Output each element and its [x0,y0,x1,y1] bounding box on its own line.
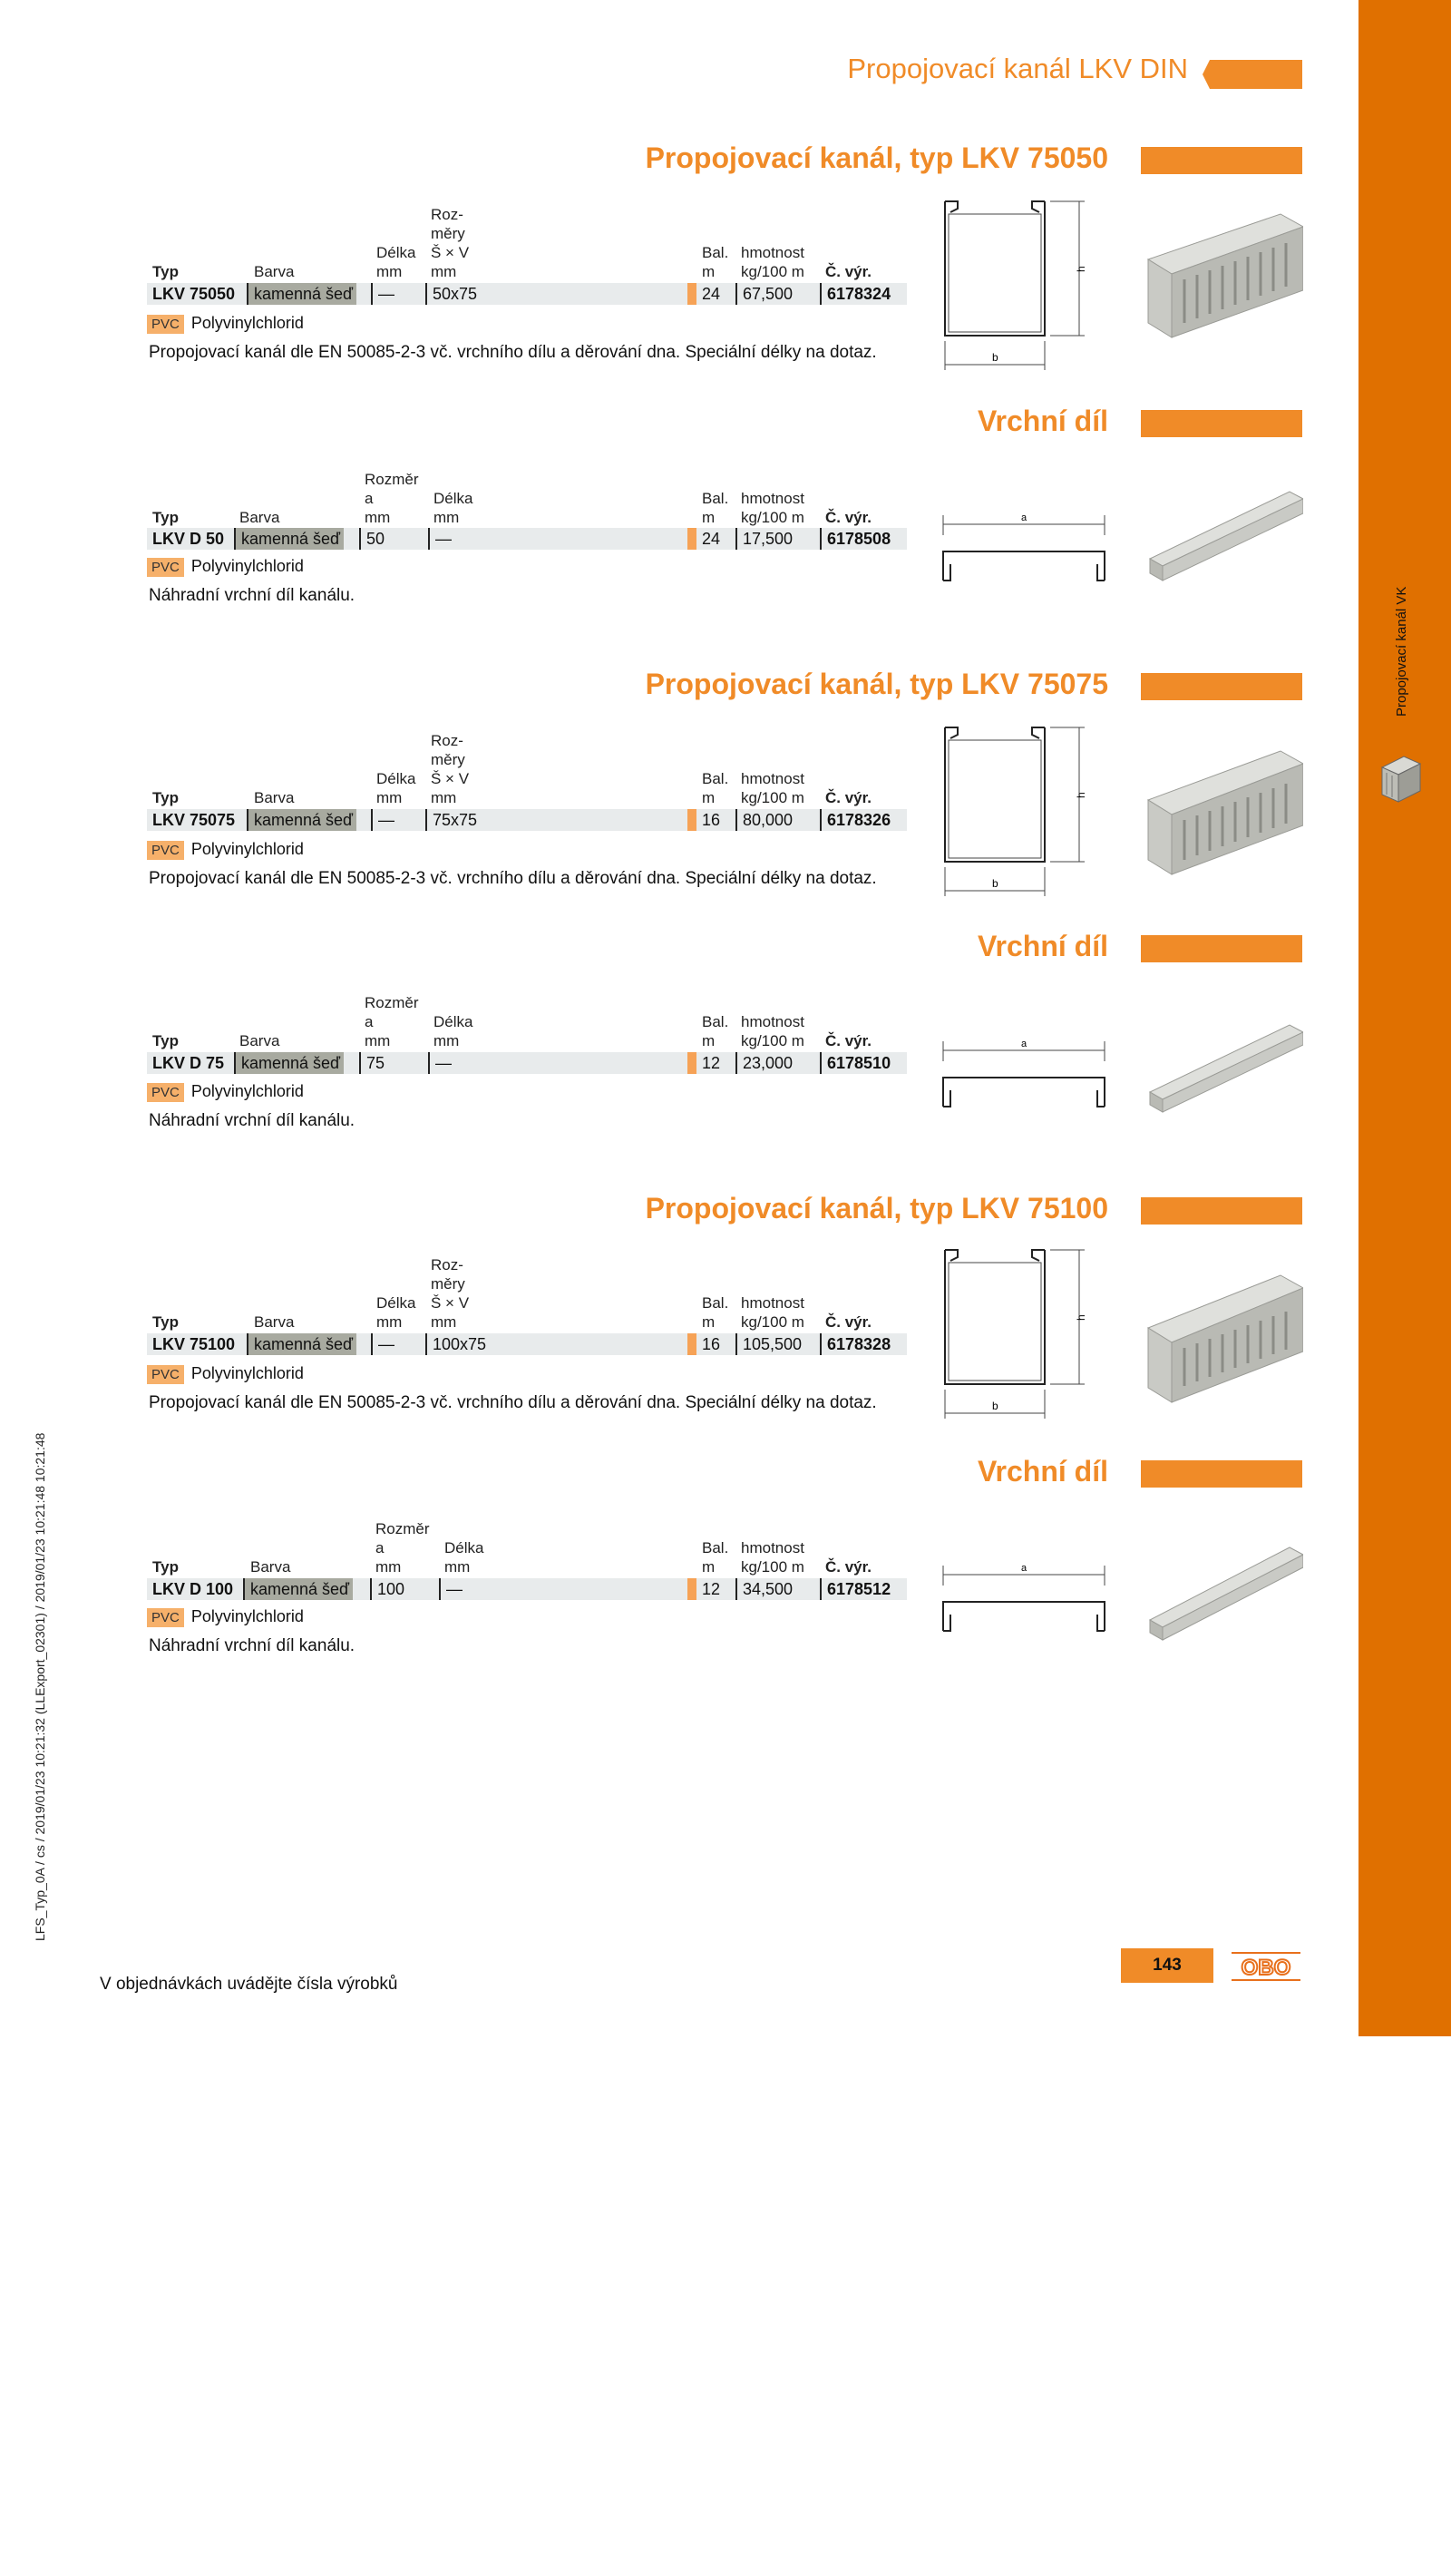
col-hmotnost: hmotnost [741,1539,804,1556]
cell-rozmer: 75 [359,1052,385,1074]
dim-a: a [1021,512,1027,523]
cell-delka: — [371,283,394,305]
dim-h: h [1075,1314,1087,1321]
dim-a: a [1021,1563,1027,1574]
cover-photo [1150,1547,1303,1640]
cell-hmotnost: 80,000 [735,809,793,831]
cell-delka: — [428,1052,452,1074]
print-meta: LFS_Typ_0A / cs / 2019/01/23 10:21:32 (LLExport_02301) / 2019/01/23 10:21:48 10:21:48 [33,1432,47,1941]
col-bal: Bal. [702,1013,729,1030]
table-row [147,1333,907,1355]
col-rozmery-3: Š × V [431,770,470,787]
col-hmotnost-unit: kg/100 m [741,789,804,806]
section-bar [1141,147,1302,174]
cover-drawing [934,1558,1115,1640]
order-marker [687,1578,696,1600]
col-rozmer-unit: mm [365,509,391,526]
col-art: Č. výr. [825,789,872,806]
col-art: Č. výr. [825,1313,872,1331]
col-hmotnost: hmotnost [741,490,804,507]
col-delka: Délka [433,1013,473,1030]
material-badge: PVC [147,558,184,577]
material-badge: PVC [147,1608,184,1627]
col-bal-unit: m [702,789,716,806]
col-delka: Délka [376,770,416,787]
col-hmotnost: hmotnost [741,1294,804,1312]
col-bal-unit: m [702,509,716,526]
material-badge: PVC [147,1083,184,1102]
dim-b: b [992,1400,998,1412]
section-title: Vrchní díl [977,1455,1108,1488]
material-badge: PVC [147,1365,184,1384]
material-line [147,1364,304,1384]
material-name: Polyvinylchlorid [190,1082,304,1100]
col-delka: Délka [376,1294,416,1312]
table-header [147,1515,907,1576]
section-title: Propojovací kanál, typ LKV 75075 [645,668,1108,700]
col-rozmery-unit: mm [431,1313,457,1331]
col-delka-unit: mm [444,1558,471,1576]
order-marker [687,809,696,831]
page-number: 143 [1121,1948,1213,1983]
col-rozmer-a: a [365,490,374,507]
section-description: Propojovací kanál dle EN 50085-2-3 vč. vrchního dílu a děrování dna. Speciální délky na dotaz. [149,343,877,362]
channel-photo [1144,1268,1303,1404]
cell-rozmery: 50x75 [425,283,477,305]
col-bal-unit: m [702,1558,716,1576]
cell-rozmer: 100 [370,1578,404,1600]
col-rozmer-unit: mm [365,1032,391,1049]
col-art: Č. výr. [825,263,872,280]
cell-barva: kamenná šeď [234,528,344,550]
col-art: Č. výr. [825,1032,872,1049]
col-barva: Barva [250,1558,291,1576]
material-badge: PVC [147,315,184,334]
sidebar-label: Propojovací kanál VK [1394,586,1409,717]
section-bar [1141,1460,1302,1488]
col-hmotnost-unit: kg/100 m [741,263,804,280]
channel-drawing [934,718,1097,904]
material-line [147,1607,304,1627]
table-row [147,283,907,305]
cover-photo [1150,1025,1303,1112]
col-hmotnost-unit: kg/100 m [741,1558,804,1576]
cell-art: 6178512 [820,1578,891,1600]
col-rozmery-unit: mm [431,263,457,280]
col-rozmery-3: Š × V [431,1294,470,1312]
product-table [147,1515,907,1598]
material-name: Polyvinylchlorid [190,1364,304,1382]
section-bar [1141,1197,1302,1225]
cell-art: 6178328 [820,1333,891,1355]
material-name: Polyvinylchlorid [190,1607,304,1625]
cell-bal: 16 [702,1335,721,1353]
col-bal: Bal. [702,1539,729,1556]
cell-barva: kamenná šeď [234,1052,344,1074]
cell-hmotnost: 23,000 [735,1052,793,1074]
cell-rozmery: 100x75 [425,1333,486,1355]
col-rozmery-2: měry [431,225,465,242]
section-description: Náhradní vrchní díl kanálu. [149,1636,355,1655]
col-rozmer: Rozměr [375,1520,430,1537]
col-art: Č. výr. [825,509,872,526]
cell-typ: LKV D 100 [152,1580,234,1598]
col-barva: Barva [239,509,280,526]
material-name: Polyvinylchlorid [190,840,304,858]
col-bal: Bal. [702,490,729,507]
table-header [147,464,907,527]
col-hmotnost: hmotnost [741,244,804,261]
cell-bal: 24 [702,285,721,303]
material-badge: PVC [147,841,184,860]
col-delka-unit: mm [376,1313,403,1331]
cell-hmotnost: 17,500 [735,528,793,550]
obo-logo [1232,1953,1300,1980]
col-bal-unit: m [702,1313,716,1331]
col-typ: Typ [152,509,179,526]
cell-typ: LKV 75100 [152,1335,236,1353]
cell-bal: 16 [702,811,721,829]
col-delka-unit: mm [433,1032,460,1049]
cell-hmotnost: 67,500 [735,283,793,305]
col-barva: Barva [239,1032,280,1049]
col-rozmer-a: a [365,1013,374,1030]
col-typ: Typ [152,1032,179,1049]
material-line [147,557,304,577]
col-hmotnost-unit: kg/100 m [741,1313,804,1331]
col-barva: Barva [254,1313,295,1331]
col-rozmery-2: měry [431,751,465,768]
cell-barva: kamenná šeď [247,809,356,831]
cell-bal: 24 [702,530,721,548]
col-rozmer: Rozměr [365,994,419,1011]
cell-delka: — [371,1333,394,1355]
col-rozmery-1: Roz- [431,1256,463,1273]
product-table [147,464,907,548]
col-hmotnost: hmotnost [741,1013,804,1030]
header-tab-marker [1203,60,1302,89]
section-description: Propojovací kanál dle EN 50085-2-3 vč. vrchního dílu a děrování dna. Speciální délky na dotaz. [149,1393,877,1412]
col-bal-unit: m [702,1032,716,1049]
table-header [147,990,907,1050]
table-header [147,1250,907,1332]
footer-note: V objednávkách uvádějte čísla výrobků [100,1975,398,1994]
section-bar [1141,410,1302,437]
section-bar [1141,673,1302,700]
cell-rozmer: 50 [359,528,385,550]
order-marker [687,283,696,305]
col-delka-unit: mm [376,789,403,806]
table-row [147,809,907,831]
material-line [147,314,304,334]
col-bal: Bal. [702,1294,729,1312]
cell-art: 6178326 [820,809,891,831]
product-table [147,726,907,829]
col-rozmery-3: Š × V [431,244,470,261]
cell-barva: kamenná šeď [243,1578,353,1600]
section-title: Vrchní díl [977,405,1108,437]
col-hmotnost-unit: kg/100 m [741,509,804,526]
section-title: Propojovací kanál, typ LKV 75100 [645,1192,1108,1225]
col-art: Č. výr. [825,1558,872,1576]
cell-delka: — [428,528,452,550]
channel-photo [1144,207,1303,343]
cell-typ: LKV 75050 [152,285,236,303]
section-description: Náhradní vrchní díl kanálu. [149,586,355,605]
col-hmotnost: hmotnost [741,770,804,787]
material-name: Polyvinylchlorid [190,557,304,575]
product-table [147,990,907,1072]
cell-rozmery: 75x75 [425,809,477,831]
section-title: Vrchní díl [977,930,1108,962]
col-rozmery-1: Roz- [431,732,463,749]
cell-art: 6178508 [820,528,891,550]
col-rozmer-unit: mm [375,1558,402,1576]
col-typ: Typ [152,1558,179,1576]
dim-h: h [1075,792,1087,798]
cover-drawing [934,508,1115,590]
cell-delka: — [439,1578,463,1600]
col-bal-unit: m [702,263,716,280]
col-rozmery-unit: mm [431,789,457,806]
col-bal: Bal. [702,770,729,787]
order-marker [687,528,696,550]
cell-bal: 12 [702,1054,721,1072]
cell-bal: 12 [702,1580,721,1598]
dim-h: h [1075,266,1087,272]
col-rozmery-1: Roz- [431,206,463,223]
cell-barva: kamenná šeď [247,1333,356,1355]
cell-art: 6178324 [820,283,891,305]
table-row [147,1052,907,1074]
cell-art: 6178510 [820,1052,891,1074]
cell-typ: LKV D 75 [152,1054,225,1072]
table-header [147,726,907,807]
col-hmotnost-unit: kg/100 m [741,1032,804,1049]
product-table [147,200,907,303]
section-bar [1141,935,1302,962]
col-rozmery-2: měry [431,1275,465,1293]
channel-thumbnail-icon [1378,751,1424,805]
col-rozmer-a: a [375,1539,385,1556]
order-marker [687,1052,696,1074]
svg-text:OBO: OBO [1241,1956,1291,1980]
cover-drawing [934,1034,1115,1116]
product-table [147,1250,907,1353]
dim-b: b [992,877,998,890]
channel-drawing [934,1241,1097,1427]
cell-hmotnost: 34,500 [735,1578,793,1600]
col-typ: Typ [152,1313,179,1331]
material-line [147,840,304,860]
col-bal: Bal. [702,244,729,261]
material-line [147,1082,304,1102]
sidebar-band [1358,0,1451,2036]
table-header [147,200,907,281]
col-barva: Barva [254,263,295,280]
col-barva: Barva [254,789,295,806]
section-title: Propojovací kanál, typ LKV 75050 [645,141,1108,174]
cover-photo [1150,492,1303,581]
dim-a: a [1021,1039,1027,1049]
material-name: Polyvinylchlorid [190,314,304,332]
table-row [147,1578,907,1600]
col-rozmer: Rozměr [365,471,419,488]
section-description: Propojovací kanál dle EN 50085-2-3 vč. vrchního dílu a děrování dna. Speciální délky na dotaz. [149,869,877,888]
col-delka-unit: mm [433,509,460,526]
channel-drawing [934,192,1097,378]
cell-barva: kamenná šeď [247,283,356,305]
page-title: Propojovací kanál LKV DIN [847,53,1188,84]
col-typ: Typ [152,789,179,806]
channel-photo [1144,744,1303,880]
dim-b: b [992,351,998,364]
col-delka: Délka [376,244,416,261]
cell-delka: — [371,809,394,831]
section-description: Náhradní vrchní díl kanálu. [149,1111,355,1130]
col-delka: Délka [444,1539,484,1556]
table-row [147,528,907,550]
cell-hmotnost: 105,500 [735,1333,802,1355]
col-delka-unit: mm [376,263,403,280]
order-marker [687,1333,696,1355]
col-delka: Délka [433,490,473,507]
cell-typ: LKV 75075 [152,811,236,829]
col-typ: Typ [152,263,179,280]
cell-typ: LKV D 50 [152,530,225,548]
